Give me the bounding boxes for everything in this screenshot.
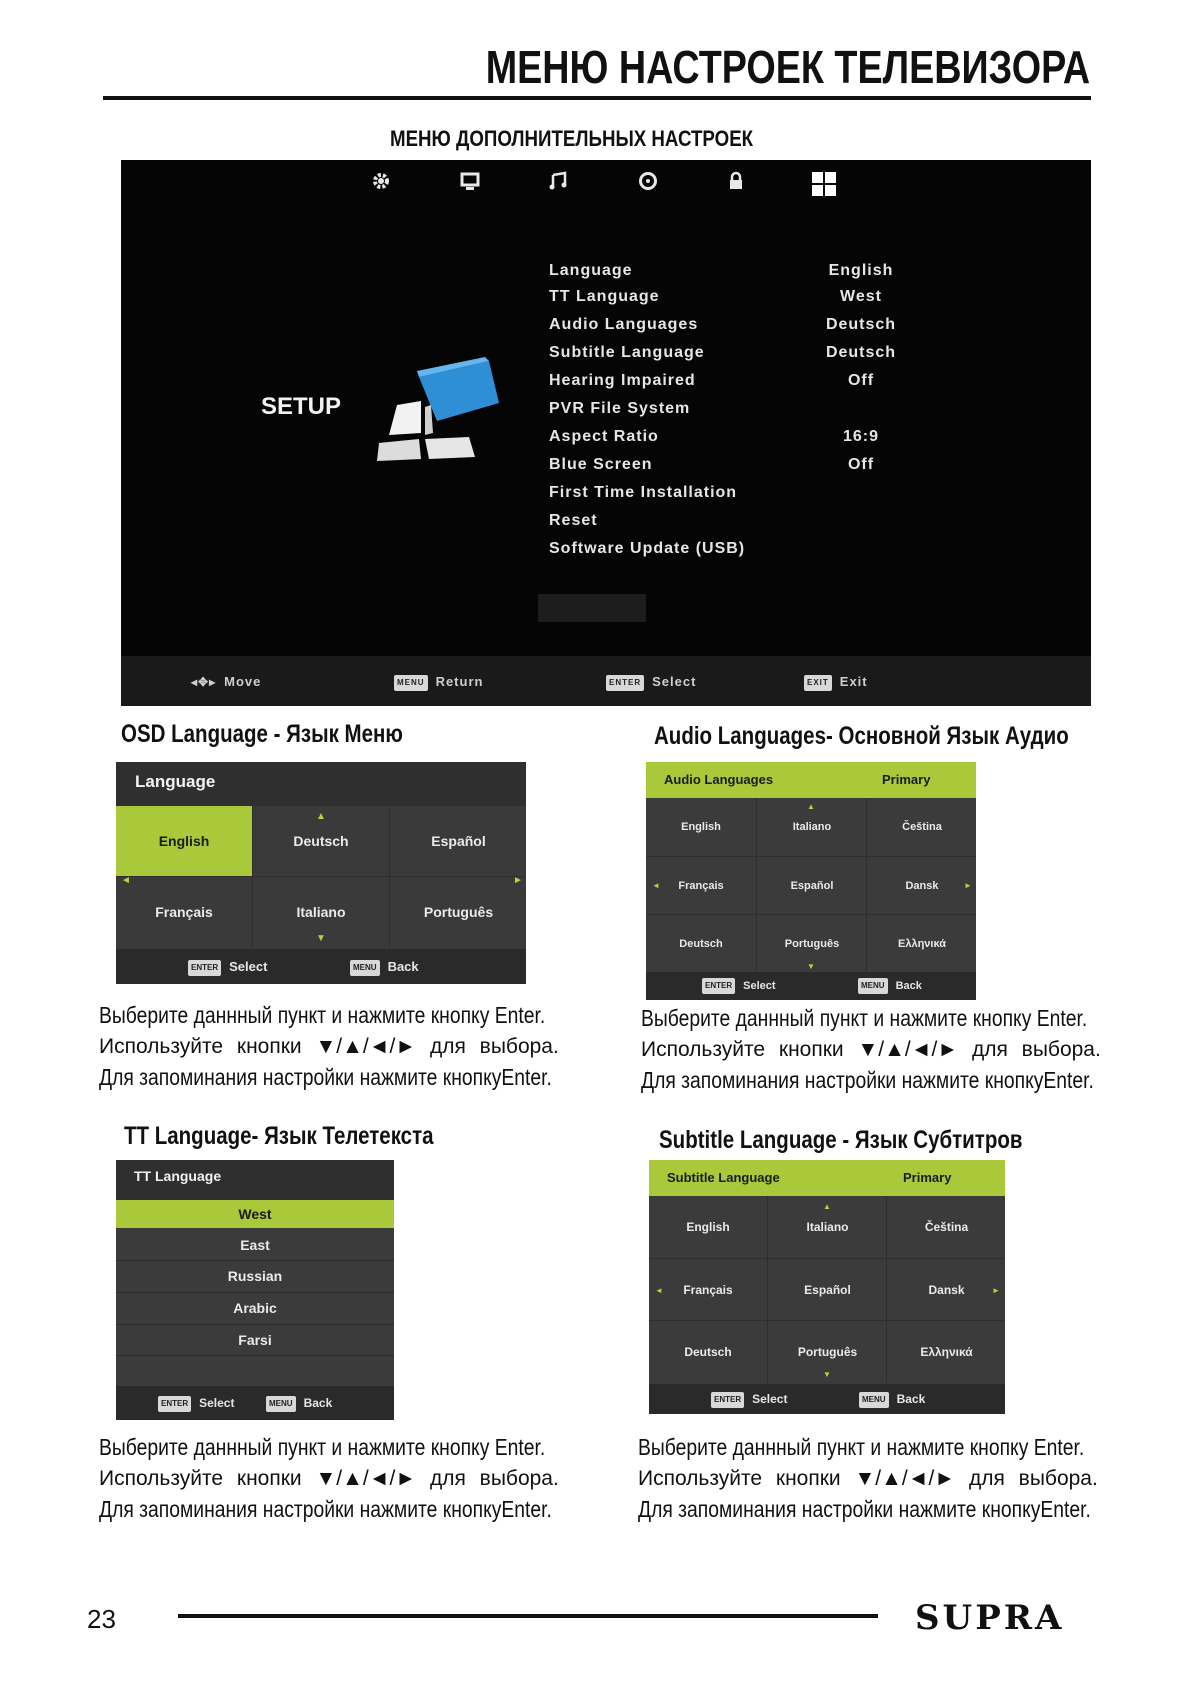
- enter-key-icon: ENTER: [188, 960, 221, 976]
- menu-key-icon: MENU: [394, 675, 428, 691]
- menu-item-language[interactable]: Language: [549, 262, 633, 279]
- menu-item-aspect-ratio[interactable]: Aspect Ratio: [549, 428, 659, 445]
- page-number: 23: [87, 1604, 116, 1634]
- menu-value-hearing-impaired: Off: [847, 372, 875, 389]
- menu-value-subtitle-language: Deutsch: [825, 344, 897, 361]
- audio-option[interactable]: Português: [756, 914, 867, 973]
- scroll-left-icon[interactable]: ◄: [652, 881, 660, 890]
- audio-option[interactable]: Ελληνικά: [866, 914, 976, 973]
- hint-exit: EXIT Exit: [804, 674, 868, 691]
- menu-item-first-time-installation[interactable]: First Time Installation: [549, 484, 738, 501]
- tt-language-heading: TT Language- Язык Телетекста: [124, 1122, 434, 1150]
- subtitle-panel-header: Subtitle Language Primary: [649, 1160, 1005, 1196]
- tt-option-arabic[interactable]: Arabic: [116, 1293, 394, 1325]
- scroll-left-icon[interactable]: ◄: [121, 875, 131, 886]
- audio-option[interactable]: English: [681, 821, 721, 833]
- tt-hint-back: MENU Back: [266, 1386, 332, 1420]
- osd-option-portugues[interactable]: Português: [389, 876, 526, 947]
- audio-option[interactable]: Italiano: [756, 798, 867, 856]
- gear-icon[interactable]: [366, 170, 396, 200]
- osd-option-espanol[interactable]: Español: [389, 806, 526, 876]
- enter-key-icon: ENTER: [158, 1396, 191, 1412]
- scroll-up-icon[interactable]: ▲: [807, 802, 815, 811]
- menu-item-blue-screen[interactable]: Blue Screen: [549, 456, 653, 473]
- subtitle-option[interactable]: Français: [649, 1258, 767, 1321]
- menu-item-reset[interactable]: Reset: [549, 512, 598, 529]
- audio-option[interactable]: Français: [646, 856, 756, 915]
- clock-icon[interactable]: [633, 170, 663, 200]
- subtitle-option[interactable]: Português: [767, 1320, 887, 1383]
- grid-icon[interactable]: [809, 170, 839, 200]
- scroll-left-icon[interactable]: ◄: [655, 1286, 663, 1295]
- setup-logo-icon: [377, 347, 507, 467]
- osd-hint-back: MENU Back: [350, 949, 419, 984]
- menu-value-audio-languages: Deutsch: [825, 316, 897, 333]
- osd-instructions: Выберите даннный пункт и нажмите кнопку Enter. Используйте кнопки ▼/▲/◄/► для выбора. Для запоминания настройки нажмите кнопкуEnter.: [99, 1002, 559, 1090]
- scroll-up-icon[interactable]: ▲: [823, 1202, 831, 1211]
- menu-value-tt-language: West: [840, 288, 882, 305]
- subtitle-language-panel: [649, 1160, 1005, 1414]
- subtitle-hint-select: ENTER Select: [711, 1384, 787, 1414]
- menu-item-pvr-file-system[interactable]: PVR File System: [549, 400, 691, 417]
- subtitle-option[interactable]: Italiano: [767, 1196, 887, 1258]
- menu-item-subtitle-language[interactable]: Subtitle Language: [549, 344, 705, 361]
- scroll-right-icon[interactable]: ►: [513, 875, 523, 886]
- osd-language-heading: OSD Language - Язык Меню: [121, 720, 403, 748]
- subtitle-option[interactable]: Deutsch: [649, 1320, 767, 1383]
- osd-option-deutsch[interactable]: Deutsch: [252, 806, 389, 876]
- scroll-down-icon[interactable]: ▼: [316, 933, 326, 944]
- enter-key-icon: ENTER: [711, 1392, 744, 1408]
- audio-option[interactable]: Dansk: [866, 856, 976, 915]
- hint-return: MENU Return: [394, 674, 483, 691]
- setup-menu-screen: [121, 160, 1091, 706]
- setup-label: SETUP: [261, 393, 342, 420]
- menu-value-language: English: [828, 262, 894, 279]
- exit-key-icon: EXIT: [804, 675, 832, 691]
- menu-selection-highlight: [538, 594, 646, 622]
- subtitle-option[interactable]: English: [686, 1220, 730, 1234]
- audio-option[interactable]: Čeština: [866, 798, 976, 856]
- enter-key-icon: ENTER: [702, 978, 735, 994]
- scroll-down-icon[interactable]: ▼: [807, 962, 815, 971]
- subtitle-option[interactable]: Español: [767, 1258, 887, 1321]
- osd-language-panel: [116, 762, 526, 984]
- subtitle-language-heading: Subtitle Language - Язык Субтитров: [659, 1126, 1023, 1154]
- subtitle-option[interactable]: Ελληνικά: [886, 1320, 1005, 1383]
- subtitle-instructions: Выберите даннный пункт и нажмите кнопку Enter. Используйте кнопки ▼/▲/◄/► для выбора. Для запоминания настройки нажмите кнопкуEnter.: [638, 1434, 1098, 1522]
- tt-panel-title: TT Language: [116, 1160, 394, 1200]
- audio-option[interactable]: Deutsch: [646, 914, 756, 973]
- audio-hint-select: ENTER Select: [702, 972, 776, 1000]
- menu-value-aspect-ratio: 16:9: [842, 428, 880, 445]
- scroll-right-icon[interactable]: ►: [964, 881, 972, 890]
- hint-move: ◂✥▸ Move: [191, 674, 262, 689]
- menu-item-tt-language[interactable]: TT Language: [549, 288, 660, 305]
- menu-key-icon: MENU: [858, 978, 888, 994]
- menu-value-blue-screen: Off: [847, 456, 875, 473]
- audio-instructions: Выберите даннный пункт и нажмите кнопку Enter. Используйте кнопки ▼/▲/◄/► для выбора. Для запоминания настройки нажмите кнопкуEnter.: [641, 1005, 1101, 1093]
- audio-option[interactable]: Español: [756, 856, 867, 915]
- audio-panel-footer: [646, 972, 976, 1000]
- osd-hint-select: ENTER Select: [188, 949, 267, 984]
- osd-option-english[interactable]: English: [116, 806, 252, 876]
- tt-language-panel: [116, 1160, 394, 1420]
- menu-key-icon: MENU: [266, 1396, 296, 1412]
- osd-panel-title: Language: [116, 762, 526, 806]
- audio-hint-back: MENU Back: [858, 972, 922, 1000]
- lock-icon[interactable]: [721, 170, 751, 200]
- menu-item-audio-languages[interactable]: Audio Languages: [549, 316, 699, 333]
- osd-option-italiano[interactable]: Italiano: [252, 876, 389, 947]
- hint-select: ENTER Select: [606, 674, 696, 691]
- tt-hint-select: ENTER Select: [158, 1386, 234, 1420]
- tt-option-west[interactable]: West: [116, 1200, 394, 1228]
- setup-hint-bar: [121, 656, 1091, 706]
- brand-logo: SUPRA: [915, 1598, 1065, 1638]
- tt-option-russian[interactable]: Russian: [116, 1261, 394, 1293]
- footer-divider: [178, 1614, 878, 1618]
- osd-panel-footer: [116, 949, 526, 984]
- section-subtitle: МЕНЮ ДОПОЛНИТЕЛЬНЫХ НАСТРОЕК: [390, 126, 754, 151]
- subtitle-panel-footer: [649, 1384, 1005, 1414]
- menu-item-software-update[interactable]: Software Update (USB): [549, 540, 746, 557]
- tt-panel-footer: [116, 1386, 394, 1420]
- audio-panel-header: Audio Languages Primary: [646, 762, 976, 798]
- osd-option-francais[interactable]: Français: [116, 876, 252, 947]
- menu-item-hearing-impaired[interactable]: Hearing Impaired: [549, 372, 696, 389]
- menu-key-icon: MENU: [350, 960, 380, 976]
- picture-icon[interactable]: [455, 170, 485, 200]
- scroll-down-icon[interactable]: ▼: [823, 1370, 831, 1379]
- scroll-up-icon[interactable]: ▲: [316, 811, 326, 822]
- enter-key-icon: ENTER: [606, 675, 644, 691]
- move-arrows-icon: ◂✥▸: [191, 675, 217, 689]
- audio-languages-panel: [646, 762, 976, 1000]
- audio-languages-heading: Audio Languages- Основной Язык Аудио: [654, 722, 1069, 750]
- tt-instructions: Выберите даннный пункт и нажмите кнопку Enter. Используйте кнопки ▼/▲/◄/► для выбора. Для запоминания настройки нажмите кнопкуEnter.: [99, 1434, 559, 1522]
- subtitle-option[interactable]: Čeština: [886, 1196, 1005, 1258]
- title-divider: [103, 96, 1091, 100]
- tt-option-farsi[interactable]: Farsi: [116, 1325, 394, 1356]
- page-title: МЕНЮ НАСТРОЕК ТЕЛЕВИЗОРА: [485, 41, 1090, 93]
- menu-key-icon: MENU: [859, 1392, 889, 1408]
- subtitle-hint-back: MENU Back: [859, 1384, 925, 1414]
- tt-option-east[interactable]: East: [116, 1230, 394, 1261]
- scroll-right-icon[interactable]: ►: [992, 1286, 1000, 1295]
- subtitle-option[interactable]: Dansk: [886, 1258, 1005, 1321]
- music-icon[interactable]: [543, 170, 573, 200]
